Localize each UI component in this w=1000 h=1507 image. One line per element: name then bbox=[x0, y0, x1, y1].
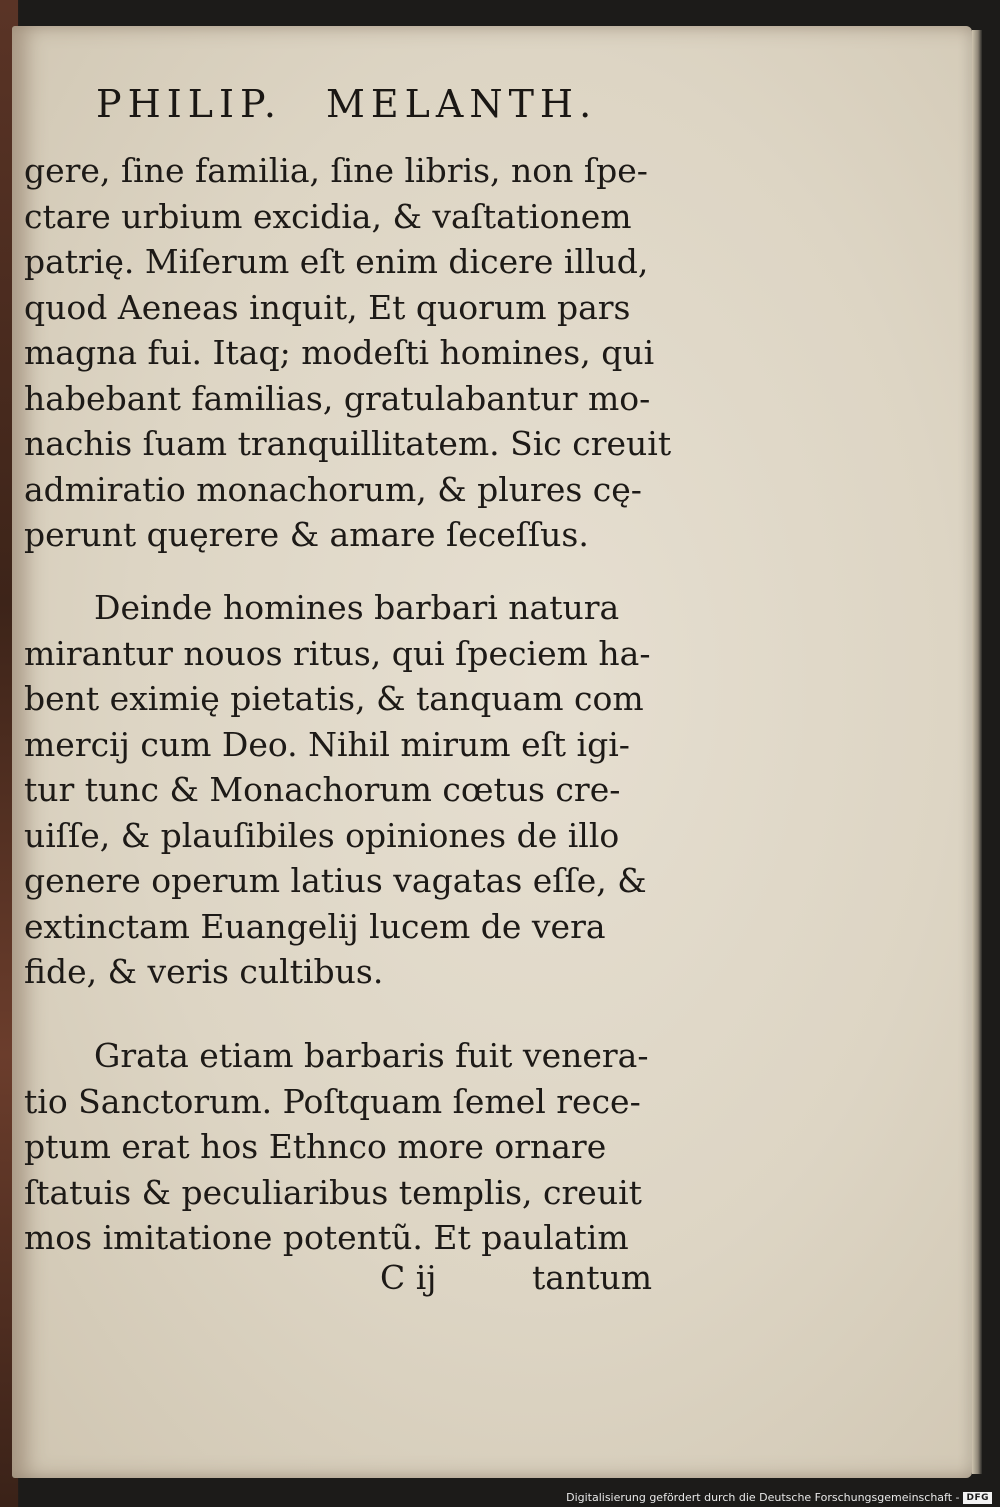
text-line: mirantur nouos ritus, qui ſpeciem ha- bbox=[24, 633, 651, 673]
text-line: genere operum latius vagatas eſſe, & bbox=[24, 861, 647, 900]
digitization-credit bbox=[566, 1491, 992, 1504]
paragraph-2 bbox=[24, 585, 674, 995]
text-line: fide, & veris cultibus. bbox=[24, 952, 384, 991]
text-line: bent eximię pietatis, & tanquam com bbox=[24, 679, 644, 718]
page-edge bbox=[972, 30, 982, 1474]
dfg-logo: DFG bbox=[963, 1492, 992, 1504]
credit-text: Digitalisierung gefördert durch die Deutsche Forschungsgemeinschaft - bbox=[566, 1491, 960, 1504]
text-line: Grata etiam barbaris fuit venera- bbox=[94, 1036, 649, 1075]
text-line: mos imitatione potentũ. Et paulatim bbox=[24, 1218, 629, 1257]
text-line: nachis ſuam tranquillitatem. Sic creuit bbox=[24, 424, 672, 463]
text-line: ctare urbium excidia, & vaſtationem bbox=[24, 196, 632, 236]
text-line: uiſſe, & plauſibiles opiniones de illo bbox=[24, 815, 620, 855]
catchword: tantum bbox=[532, 1258, 652, 1297]
text-line: tio Sanctorum. Poſtquam ſemel rece- bbox=[24, 1081, 641, 1121]
text-line: magna fui. Itaq; modeſti homines, qui bbox=[24, 333, 655, 372]
text-line: gere, ſine familia, ſine libris, non ſpe- bbox=[24, 151, 648, 190]
text-line: perunt quęrere & amare ſeceſſus. bbox=[24, 515, 589, 554]
text-line: tur tunc & Monachorum cœtus cre- bbox=[24, 770, 621, 809]
header-left: PHILIP. bbox=[96, 82, 282, 126]
text-line: Deinde homines barbari natura bbox=[94, 588, 620, 627]
signature-mark: C ij bbox=[380, 1258, 437, 1297]
text-line: quod Aeneas inquit, Et quorum pars bbox=[24, 287, 631, 327]
text-line: ptum erat hos Ethnco more ornare bbox=[24, 1127, 607, 1166]
text-line: extinctam Euangelij lucem de vera bbox=[24, 906, 606, 946]
text-line: mercij cum Deo. Nihil mirum eſt igi- bbox=[24, 724, 630, 764]
paragraph-1 bbox=[24, 148, 674, 558]
text-line: patrię. Miſerum eſt enim dicere illud, bbox=[24, 242, 649, 281]
running-header bbox=[96, 82, 623, 126]
text-line: admiratio monachorum, & plures cę- bbox=[24, 469, 642, 509]
header-right: MELANTH. bbox=[326, 82, 598, 126]
text-line: habebant familias, gratulabantur mo- bbox=[24, 378, 651, 418]
text-line: ſtatuis & peculiaribus templis, creuit bbox=[24, 1172, 642, 1212]
paragraph-3 bbox=[24, 1033, 674, 1261]
